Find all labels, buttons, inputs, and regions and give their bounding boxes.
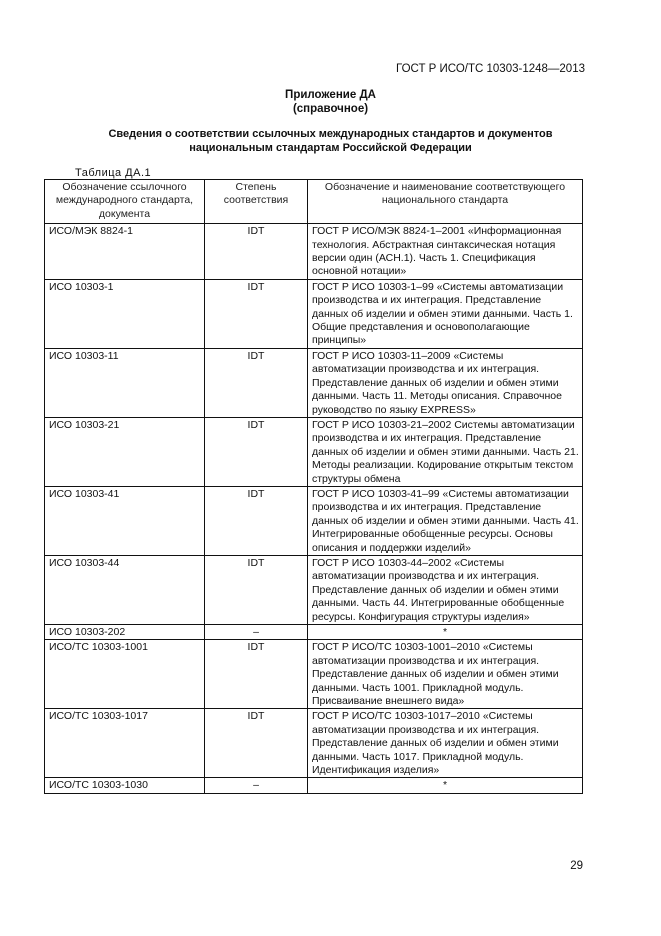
reference-cell: ИСО/ТС 10303-1017 — [45, 709, 205, 778]
national-standard-cell: ГОСТ Р ИСО 10303-21–2002 Системы автоматизации производства и их интеграция. Представление данных об изделии и обмен этими данными. Часть 21. Методы реализации. Кодирование открытым текстом структуры обмена — [308, 417, 583, 486]
national-standard-cell: * — [308, 778, 583, 793]
national-standard-cell: ГОСТ Р ИСО 10303-11–2009 «Системы автоматизации производства и их интеграция. Представление данных об изделии и обмен этими данными. Часть 11. Методы описания. Справочное руководство по языку EXPRESS» — [308, 348, 583, 417]
table-row — [45, 555, 583, 624]
table-row — [45, 224, 583, 280]
national-standard-cell: ГОСТ Р ИСО 10303-44–2002 «Системы автоматизации производства и их интеграция. Представление данных об изделии и обмен этими данными. Часть 44. Интегрированные обобщенные ресурсы. Конфигурация структуры изделия» — [308, 555, 583, 624]
national-standard-cell: ГОСТ Р ИСО/МЭК 8824-1–2001 «Информационная технология. Абстрактная синтаксическая нотация версии один (АСН.1). Часть 1. Спецификация основной нотации» — [308, 224, 583, 280]
table-row — [45, 625, 583, 640]
national-standard-cell: ГОСТ Р ИСО 10303-1–99 «Системы автоматизации производства и их интеграция. Представление данных об изделии и обмен этими данными. Часть 1. Общие представления и основополагающие принципы» — [308, 279, 583, 348]
document-code: ГОСТ Р ИСО/ТС 10303-1248—2013 — [396, 63, 585, 75]
section-title-line-1: Сведения о соответствии ссылочных международных стандартов и документов — [108, 128, 553, 140]
reference-cell: ИСО/МЭК 8824-1 — [45, 224, 205, 280]
appendix-subtitle: (справочное) — [292, 103, 369, 115]
table-row — [45, 486, 583, 555]
header-degree: Степень соответствия — [205, 180, 308, 224]
national-standard-cell: * — [308, 625, 583, 640]
degree-cell: – — [205, 625, 308, 640]
degree-cell: IDT — [205, 348, 308, 417]
degree-cell: – — [205, 778, 308, 793]
reference-cell: ИСО 10303-1 — [45, 279, 205, 348]
degree-cell: IDT — [205, 486, 308, 555]
reference-cell: ИСО 10303-202 — [45, 625, 205, 640]
reference-cell: ИСО 10303-21 — [45, 417, 205, 486]
degree-cell: IDT — [205, 709, 308, 778]
reference-cell: ИСО 10303-44 — [45, 555, 205, 624]
appendix-title: Приложение ДА — [285, 89, 376, 101]
degree-cell: IDT — [205, 555, 308, 624]
correspondence-table — [44, 179, 583, 794]
degree-cell: IDT — [205, 279, 308, 348]
degree-cell: IDT — [205, 224, 308, 280]
table-row — [45, 279, 583, 348]
header-national-standard: Обозначение и наименование соответствующего национального стандарта — [308, 180, 583, 224]
reference-cell: ИСО 10303-41 — [45, 486, 205, 555]
degree-cell: IDT — [205, 417, 308, 486]
table-row — [45, 778, 583, 793]
table-header-row — [45, 180, 583, 224]
reference-cell: ИСО 10303-11 — [45, 348, 205, 417]
section-title — [0, 127, 661, 155]
table-row — [45, 417, 583, 486]
table-row — [45, 709, 583, 778]
table-caption: Таблица ДА.1 — [75, 167, 152, 179]
page-number: 29 — [570, 860, 583, 872]
reference-cell: ИСО/ТС 10303-1001 — [45, 640, 205, 709]
national-standard-cell: ГОСТ Р ИСО/ТС 10303-1017–2010 «Системы автоматизации производства и их интеграция. Представление данных об изделии и обмен этими данными. Часть 1017. Прикладной модуль. Идентификация изделия» — [308, 709, 583, 778]
degree-cell: IDT — [205, 640, 308, 709]
section-title-line-2: национальным стандартам Российской Федерации — [189, 142, 472, 154]
table-row — [45, 640, 583, 709]
appendix-heading — [0, 88, 661, 116]
national-standard-cell: ГОСТ Р ИСО/ТС 10303-1001–2010 «Системы автоматизации производства и их интеграция. Представление данных об изделии и обмен этими данными. Часть 1001. Прикладной модуль. Присваивание внешнего вида» — [308, 640, 583, 709]
reference-cell: ИСО/ТС 10303-1030 — [45, 778, 205, 793]
header-reference-standard: Обозначение ссылочного международного стандарта, документа — [45, 180, 205, 224]
national-standard-cell: ГОСТ Р ИСО 10303-41–99 «Системы автоматизации производства и их интеграция. Представление данных об изделии и обмен этими данными. Часть 41. Интегрированные обобщенные ресурсы. Основы описания и поддержки изделий» — [308, 486, 583, 555]
table-row — [45, 348, 583, 417]
